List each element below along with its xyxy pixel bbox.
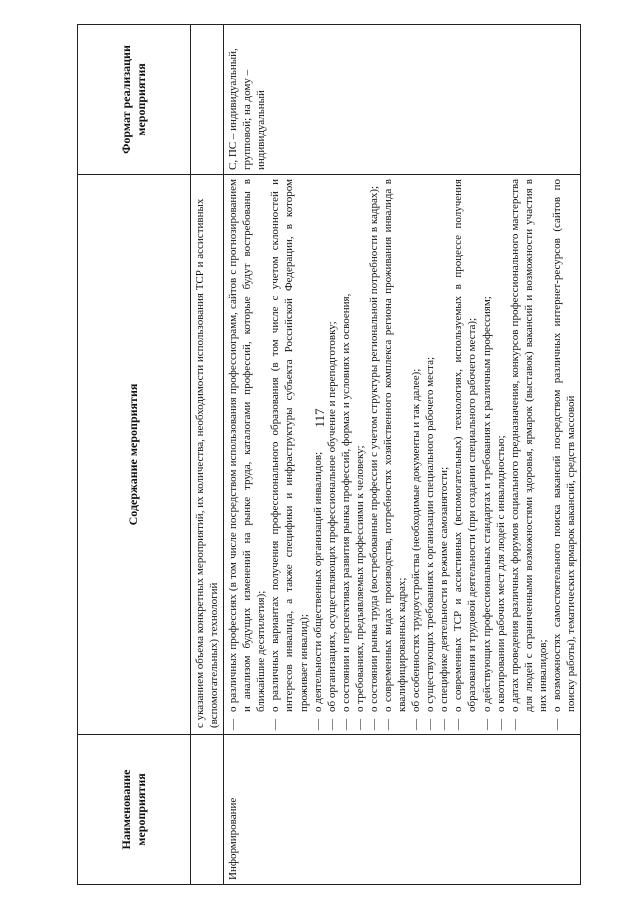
activity-format: С, ПС – индивидуальный, групповой; на дому – индивидуальный (224, 25, 581, 175)
intro-line: с указанием объема конкретных мероприятий, их количества, необходимости использования ТСР и ассистивных (вспомогательных) технологий (191, 175, 224, 735)
list-item: — о возможностях самостоятельного поиска вакансий посредством различных интернет-ресурсов (сайтов по поиску работы), тематических ярмарок вакансий, средств массовой (550, 179, 578, 730)
list-item: — о состоянии и перспективах развития рынка профессий, формах и условиях их освоения, (339, 179, 353, 730)
content-list (226, 179, 578, 730)
list-item: — о деятельности общественных организаций инвалидов; (311, 179, 325, 730)
list-item: — о специфике деятельности в режиме самозанятости; (437, 179, 451, 730)
table-header-row (78, 25, 191, 885)
table-row-continuation (191, 25, 224, 885)
list-item: — об особенностях трудоустройства (необходимые документы и так далее); (409, 179, 423, 730)
cell-empty (191, 735, 224, 885)
table-row (224, 25, 581, 885)
list-item: — о существующих требованиях к организации специального рабочего места; (423, 179, 437, 730)
cell-empty (191, 25, 224, 175)
list-item: — о квотировании рабочих мест для людей с инвалидностью; (494, 179, 508, 730)
list-item: — о различных вариантах получения профессионального образования (в том числе с учетом склонностей и интересов инвалида, а также специфики и инфраструктуры субъекта Российской Федерации, в котором проживает инвалид); (268, 179, 310, 730)
table-frame (77, 25, 578, 885)
rotated-sheet (77, 25, 578, 885)
list-item: — о действующих профессиональных стандартах и требованиях к различным профессиям; (480, 179, 494, 730)
header-content: Содержание мероприятия (78, 175, 191, 735)
activity-name: Информирование (224, 735, 581, 885)
header-format: Формат реализации мероприятия (78, 25, 191, 175)
list-item: — о различных профессиях (в том числе посредством использования профессиограмм, сайтов с прогнозированием и анализом будущих изменений на рынке труда, каталогами профессий, которые будут востребованы в ближайшие десятилетия); (226, 179, 268, 730)
list-item: — о требованиях, предъявляемых профессиями к человеку; (353, 179, 367, 730)
list-item: — о современных ТСР и ассистивных (вспомогательных) технологиях, используемых в процессе получения образования и трудовой деятельности (при создании специального рабочего места); (451, 179, 479, 730)
header-name: Наименование мероприятия (78, 735, 191, 885)
list-item: — об организациях, осуществляющих профессиональное обучение и переподготовку; (325, 179, 339, 730)
list-item: — о состоянии рынка труда (востребованные профессии с учетом структуры региональной потребности в кадрах); (367, 179, 381, 730)
activities-table (77, 24, 581, 885)
list-item: — о современных видах производства, потребностях хозяйственного комплекса региона проживания инвалида в квалифицированных кадрах; (381, 179, 409, 730)
page-number: 117 (312, 408, 327, 428)
activity-content (224, 175, 581, 735)
list-item: — о датах проведения различных форумов социального предназначения, конкурсов профессионального мастерства для людей с ограниченными возможностями здоровья, ярмарок (выставок) вакансий и возможности участия в них инвалидов; (508, 179, 550, 730)
